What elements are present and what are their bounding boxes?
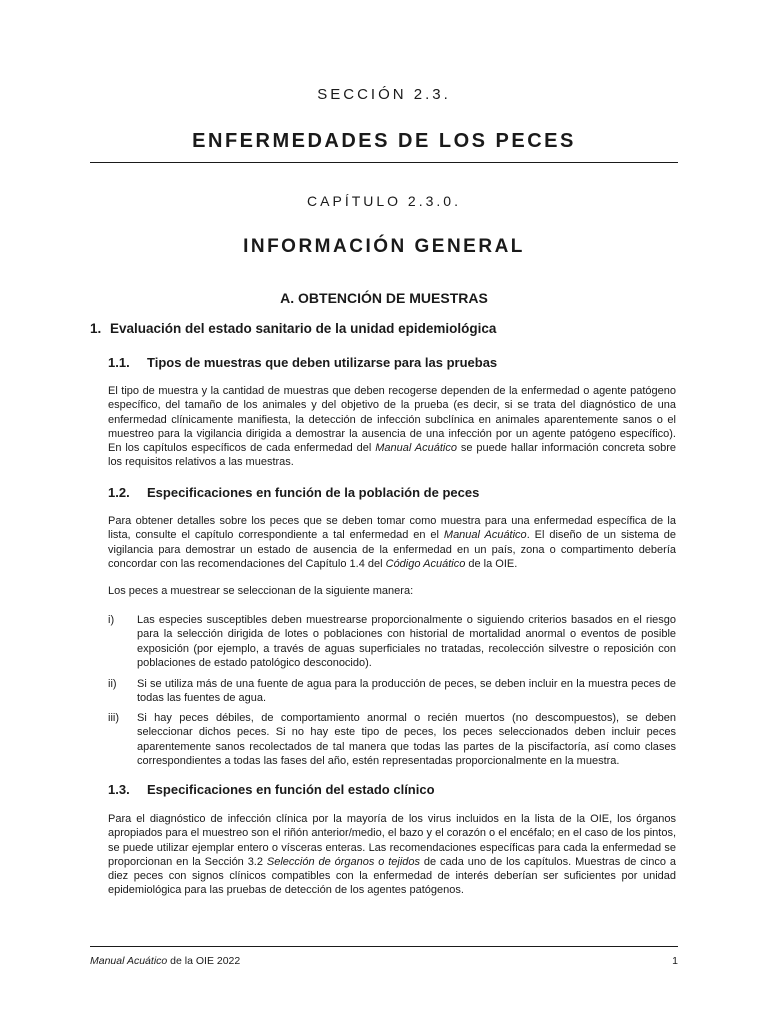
heading-1 bbox=[90, 321, 496, 336]
list-item-text: Si hay peces débiles, de comportamiento anormal o recién muertos (no descompuestos), se deben seleccionar dichos peces. Si no hay este tipo de peces, los peces seleccionados deben incluir peces aparentemente sanos recolectados de tal manera que todas las partes de la piscifactoría, así como clases correspondientes a todas las fases del año, estén representadas proporcionalmente en la muestra. bbox=[137, 712, 676, 767]
heading-1-number: 1. bbox=[90, 321, 102, 336]
heading-1-1 bbox=[108, 355, 497, 370]
chapter-number: CAPÍTULO 2.3.0. bbox=[307, 193, 461, 209]
footer-divider bbox=[90, 946, 678, 947]
section-number: SECCIÓN 2.3. bbox=[317, 86, 451, 103]
list-item-text: Si se utiliza más de una fuente de agua para la producción de peces, se deben incluir en la muestra peces de todas las fuentes de agua. bbox=[137, 678, 676, 705]
heading-1-3-title: Especificaciones en función del estado clínico bbox=[147, 782, 435, 797]
heading-1-2 bbox=[108, 485, 479, 500]
section-title: ENFERMEDADES DE LOS PECES bbox=[192, 130, 576, 152]
heading-1-2-title: Especificaciones en función de la población de peces bbox=[147, 485, 480, 500]
codigo-acuatico-ref: Código Acuático bbox=[385, 557, 466, 570]
list-marker: ii) bbox=[108, 678, 117, 690]
part-title: A. OBTENCIÓN DE MUESTRAS bbox=[280, 290, 488, 306]
heading-1-2-number: 1.2. bbox=[108, 485, 130, 500]
chapter-title: INFORMACIÓN GENERAL bbox=[243, 236, 525, 257]
heading-1-3-number: 1.3. bbox=[108, 782, 130, 797]
list-item bbox=[108, 711, 676, 768]
heading-1-1-title: Tipos de muestras que deben utilizarse para las pruebas bbox=[147, 355, 498, 370]
manual-acuatico-ref: Manual Acuático bbox=[443, 529, 527, 542]
heading-1-1-number: 1.1. bbox=[108, 355, 130, 370]
manual-acuatico-ref: Manual Acuático bbox=[375, 442, 457, 455]
footer-citation: Manual Acuático de la OIE 2022 bbox=[90, 955, 241, 967]
footer-manual-title: Manual Acuático bbox=[90, 955, 168, 967]
list-item bbox=[108, 613, 676, 670]
list-item-text: Las especies susceptibles deben muestrearse proporcionalmente o siguiendo criterios basados en el riesgo para la selección dirigida de lotes o poblaciones con historial de mortalidad anormal o eventos de posible exposición (por ejemplo, a través de aguas superficiales no tratadas, recolección silvestre o reposición con poblaciones de estado patológico desconocido). bbox=[137, 614, 676, 669]
page-number: 1 bbox=[672, 955, 678, 967]
list-item bbox=[108, 677, 676, 706]
paragraph-1-2: Para obtener detalles sobre los peces que se deben tomar como muestra para una enfermedad específica de la lista, consulte el capítulo correspondiente a tal enfermedad en el Manual Acuático. El diseño de un sistema de vigilancia para demostrar un estado de ausencia de la enfermedad en un país, zona o compartimento debería concordar con las recomendaciones del Capítulo 1.4 del Código Acuático de la OIE. bbox=[108, 515, 676, 570]
seleccion-organos-ref: Selección de órganos o tejidos bbox=[266, 855, 421, 868]
heading-1-3 bbox=[108, 782, 435, 797]
header-divider bbox=[90, 162, 678, 163]
list-marker: iii) bbox=[108, 712, 119, 724]
paragraph-1-2-intro: Los peces a muestrear se seleccionan de la siguiente manera: bbox=[108, 585, 414, 597]
paragraph-1-3: Para el diagnóstico de infección clínica por la mayoría de los virus incluidos en la lista de la OIE, los órganos apropiados para el muestreo son el riñón anterior/medio, el bazo y el corazón o el encéfalo; en el caso de los pintos, se puede utilizar ejemplar entero o vísceras enteras. Las recomendaciones específicas para cada la enfermedad se proporcionan en la Sección 3.2 Selección de órganos o tejidos de cada uno de los capítulos. Muestras de cinco a diez peces con signos clínicos compatibles con la enfermedad de interés deberían ser suficientes por unidad epidemiológica para las pruebas de detección de los agentes patógenos. bbox=[108, 813, 676, 897]
paragraph-1-1: El tipo de muestra y la cantidad de muestras que deben recogerse dependen de la enfermedad o agente patógeno específico, del tamaño de los animales y del objetivo de la prueba (es decir, si se trata del diagnóstico de una enfermedad clínicamente manifiesta, la detección de infección subclínica en animales aparentemente sanos o el muestreo para la vigilancia dirigida a demostrar la ausencia de una infección por un agente patógeno específico). En los capítulos específicos de cada enfermedad del Manual Acuático se puede hallar información concreta sobre los requisitos relativos a las muestras. bbox=[108, 385, 677, 469]
list-marker: i) bbox=[108, 614, 115, 626]
heading-1-title: Evaluación del estado sanitario de la unidad epidemiológica bbox=[110, 321, 497, 336]
